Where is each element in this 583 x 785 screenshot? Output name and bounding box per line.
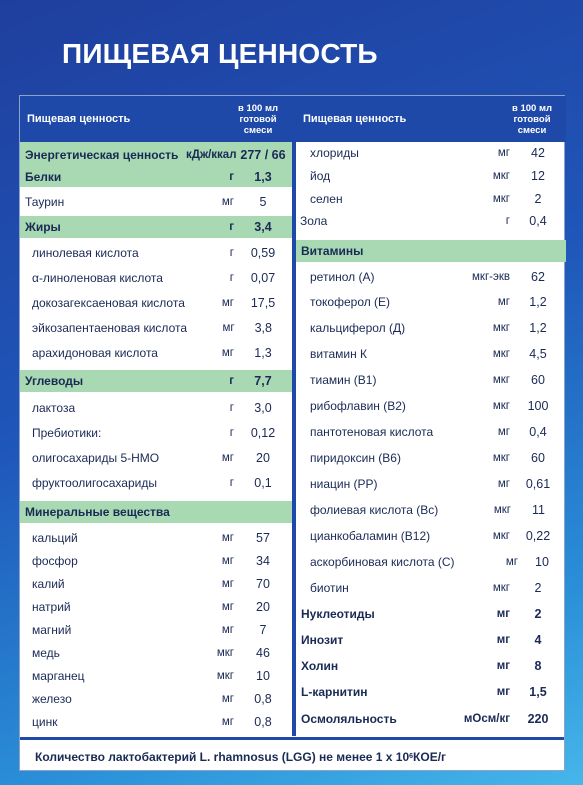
nutrient-value: 4 — [534, 633, 542, 647]
nutrient-unit: мкг — [492, 348, 510, 360]
table-row — [296, 188, 566, 210]
nutrient-unit: мкг — [492, 452, 510, 464]
nutrient-name: Холин — [301, 659, 339, 673]
nutrient-unit: мг — [221, 624, 234, 636]
nutrient-name: магний — [32, 623, 72, 637]
nutrient-value: 60 — [531, 451, 545, 465]
header-name: Пищевая ценность — [303, 113, 407, 125]
nutrient-unit: мОсм/кг — [463, 713, 510, 725]
nutrient-unit: г — [229, 247, 234, 259]
nutrient-unit: кДж/ккал — [186, 148, 237, 161]
nutrient-value: 0,1 — [254, 476, 272, 490]
nutrient-name: цианкобаламин (В12) — [310, 529, 431, 543]
table-row — [20, 241, 292, 265]
nutrient-value: 0,12 — [250, 426, 276, 440]
nutrient-value: 7,7 — [254, 374, 272, 388]
nutrient-unit: мг — [496, 608, 510, 620]
table-row — [20, 216, 292, 238]
nutrient-unit: мг — [222, 322, 235, 334]
nutrient-value: 0,4 — [529, 214, 547, 228]
table-row — [296, 472, 566, 496]
nutrient-value: 1,2 — [529, 321, 547, 335]
nutrient-name: Витамины — [301, 244, 364, 258]
nutrient-value: 1,3 — [254, 346, 272, 360]
nutrient-name: пантотеновая кислота — [310, 425, 434, 439]
nutrient-name: Энергетическая ценность — [25, 147, 179, 162]
nutrient-name: α-линоленовая кислота — [32, 271, 163, 285]
nutrient-value: 0,8 — [254, 692, 272, 706]
nutrient-name: хлориды — [310, 146, 359, 160]
nutrient-name: Таурин — [25, 195, 65, 209]
nutrient-unit: мг — [505, 556, 518, 568]
nutrient-value: 0,8 — [254, 715, 272, 729]
nutrient-value: 11 — [532, 503, 545, 517]
nutrient-value: 1,3 — [254, 170, 272, 184]
table-row — [20, 688, 292, 710]
nutrient-value: 20 — [256, 451, 270, 465]
nutrient-unit: мкг — [492, 530, 510, 542]
nutrient-value: 7 — [259, 623, 267, 637]
nutrient-name: Пребиотики: — [32, 426, 102, 440]
table-row — [20, 341, 292, 365]
nutrient-name: Инозит — [301, 633, 344, 647]
left-column — [20, 96, 292, 729]
nutrient-unit: мкг — [492, 582, 510, 594]
nutrient-name: железо — [32, 692, 72, 706]
nutrient-unit: г — [229, 375, 234, 387]
table-row — [20, 665, 292, 687]
nutrient-value: 0,61 — [525, 477, 551, 491]
nutrient-unit: мг — [497, 296, 510, 308]
nutrient-value: 2 — [534, 581, 542, 595]
nutrient-value: 3,8 — [254, 321, 272, 335]
nutrient-unit: мг — [496, 686, 510, 698]
nutrient-unit: мг — [221, 716, 234, 728]
nutrient-unit: мкг — [493, 504, 511, 516]
nutrient-name: тиамин (В1) — [310, 373, 377, 387]
table-row — [296, 165, 566, 187]
nutrient-unit: г — [229, 221, 234, 233]
nutrient-unit: г — [229, 427, 234, 439]
table-row — [20, 316, 292, 340]
nutrient-unit: г — [229, 477, 234, 489]
nutrient-value: 70 — [256, 577, 270, 591]
nutrient-value: 10 — [535, 555, 549, 569]
nutrient-value: 0,59 — [250, 246, 276, 260]
nutrient-unit: мкг — [492, 193, 510, 205]
nutrient-value: 4,5 — [529, 347, 547, 361]
nutrient-unit: г — [505, 215, 510, 227]
nutrient-unit: мг — [221, 578, 234, 590]
table-row — [296, 707, 566, 731]
table-row — [296, 142, 566, 164]
nutrient-name: Минеральные вещества — [25, 505, 170, 519]
nutrient-value: 8 — [534, 659, 542, 673]
nutrient-name: Осмоляльность — [301, 712, 397, 726]
nutrient-name: лактоза — [32, 401, 76, 415]
table-row — [20, 573, 292, 595]
nutrient-name: Зола — [300, 214, 328, 228]
nutrient-name: йод — [310, 169, 331, 183]
nutrient-name: биотин — [310, 581, 349, 595]
table-row — [296, 498, 566, 522]
table-row — [20, 266, 292, 290]
table-row — [20, 190, 292, 214]
nutrient-value: 57 — [256, 531, 270, 545]
table-row — [296, 446, 566, 470]
table-row — [20, 471, 292, 495]
nutrient-value: 277 / 66 — [240, 147, 286, 162]
table-row — [20, 142, 292, 167]
nutrient-unit: мкг — [492, 374, 510, 386]
nutrient-name: пиридоксин (В6) — [310, 451, 401, 465]
table-row — [296, 342, 566, 366]
table-row — [296, 394, 566, 418]
nutrient-name: Жиры — [25, 220, 61, 234]
right-header — [296, 96, 566, 142]
table-row — [296, 240, 566, 262]
nutrient-name: марганец — [32, 669, 85, 683]
nutrient-value: 34 — [256, 554, 270, 568]
nutrient-unit: мкг — [216, 670, 234, 682]
table-row — [296, 524, 566, 548]
table-row — [20, 370, 292, 392]
nutrient-value: 2 — [534, 607, 542, 621]
nutrient-unit: мг — [221, 601, 234, 613]
nutrient-unit: г — [229, 171, 234, 183]
nutrient-name: фолиевая кислота (Вс) — [310, 503, 439, 517]
nutrient-value: 17,5 — [250, 296, 276, 310]
nutrient-unit: мг — [221, 196, 234, 208]
nutrient-value: 1,5 — [529, 685, 547, 699]
header-per: в 100 мл готовой смеси — [511, 102, 553, 136]
nutrient-name: натрий — [32, 600, 71, 614]
nutrient-unit: мкг — [492, 400, 510, 412]
nutrient-value: 60 — [531, 373, 545, 387]
nutrient-value: 46 — [256, 646, 270, 660]
nutrient-name: цинк — [32, 715, 58, 729]
table-row — [20, 167, 292, 187]
nutrient-value: 42 — [531, 146, 545, 160]
nutrient-value: 5 — [259, 195, 267, 209]
nutrient-value: 1,2 — [529, 295, 547, 309]
nutrient-name: токоферол (Е) — [310, 295, 391, 309]
nutrient-name: эйкозапентаеновая кислота — [32, 321, 188, 335]
nutrient-name: арахидоновая кислота — [32, 346, 158, 360]
nutrient-value: 100 — [527, 399, 549, 413]
nutrient-name: линолевая кислота — [32, 246, 139, 260]
table-row — [296, 290, 566, 314]
header-per: в 100 мл готовой смеси — [237, 102, 279, 136]
nutrient-value: 62 — [531, 270, 545, 284]
nutrient-name: Нуклеотиды — [301, 607, 375, 621]
table-row — [20, 421, 292, 445]
nutrient-unit: мг — [221, 347, 234, 359]
table-row — [20, 527, 292, 549]
table-row — [20, 291, 292, 315]
table-row — [20, 642, 292, 664]
nutrient-unit: мг — [497, 426, 510, 438]
table-row — [296, 210, 566, 232]
table-row — [20, 446, 292, 470]
nutrition-table — [19, 95, 565, 771]
table-row — [296, 602, 566, 626]
nutrient-unit: мг — [496, 660, 510, 672]
header-name: Пищевая ценность — [27, 113, 131, 125]
nutrient-name: ниацин (РР) — [310, 477, 378, 491]
table-row — [296, 680, 566, 704]
nutrient-unit: мг — [221, 555, 234, 567]
nutrient-value: 12 — [531, 169, 545, 183]
footer-note: Количество лактобактерий L. rhamnosus (LGG) не менее 1 х 10 6 КОЕ/г — [20, 737, 564, 773]
table-row — [20, 711, 292, 733]
table-row — [296, 316, 566, 340]
table-row — [296, 550, 566, 574]
table-row — [296, 420, 566, 444]
nutrient-name: L-карнитин — [301, 685, 368, 699]
nutrient-value: 3,0 — [254, 401, 272, 415]
nutrient-unit: мг — [496, 634, 510, 646]
nutrient-value: 20 — [256, 600, 270, 614]
nutrient-unit: мкг — [492, 322, 510, 334]
nutrient-name: фосфор — [32, 554, 78, 568]
nutrient-name: аскорбиновая кислота (С) — [310, 555, 455, 569]
table-row — [20, 596, 292, 618]
nutrient-name: фруктоолигосахариды — [32, 476, 157, 490]
nutrient-name: Углеводы — [25, 374, 84, 388]
table-row — [296, 265, 566, 289]
nutrient-name: селен — [310, 192, 343, 206]
table-row — [20, 396, 292, 420]
nutrient-unit: г — [229, 402, 234, 414]
nutrient-value: 3,4 — [254, 220, 272, 234]
nutrient-value: 0,07 — [250, 271, 276, 285]
table-row — [296, 368, 566, 392]
nutrient-value: 0,22 — [525, 529, 551, 543]
nutrient-name: рибофлавин (В2) — [310, 399, 406, 413]
right-column — [296, 96, 566, 726]
nutrient-unit: мкг — [216, 647, 234, 659]
left-header — [20, 96, 292, 142]
page-title: ПИЩЕВАЯ ЦЕННОСТЬ — [62, 38, 378, 69]
table-row — [20, 619, 292, 641]
table-row — [296, 576, 566, 600]
nutrient-value: 10 — [256, 669, 270, 683]
table-row — [20, 550, 292, 572]
nutrient-name: Белки — [25, 170, 62, 184]
nutrient-name: медь — [32, 646, 60, 660]
nutrient-name: кальциферол (Д) — [310, 321, 406, 335]
nutrient-unit: мг — [221, 693, 234, 705]
nutrient-name: олигосахариды 5-HMO — [32, 451, 160, 465]
nutrient-name: витамин К — [310, 347, 368, 361]
nutrient-value: 220 — [527, 712, 549, 726]
nutrient-value: 2 — [534, 192, 542, 206]
table-row — [20, 501, 292, 523]
nutrient-name: кальций — [32, 531, 78, 545]
nutrient-unit: г — [229, 272, 234, 284]
nutrient-name: докозагексаеновая кислота — [32, 296, 185, 310]
nutrient-unit: мг — [497, 147, 510, 159]
nutrient-unit: мг — [221, 452, 234, 464]
nutrient-name: ретинол (А) — [310, 270, 375, 284]
nutrient-unit: мг — [221, 297, 234, 309]
nutrient-unit: мг — [497, 478, 510, 490]
table-row — [296, 628, 566, 652]
nutrient-value: 0,4 — [529, 425, 547, 439]
table-row — [296, 654, 566, 678]
nutrient-unit: мг — [221, 532, 234, 544]
nutrient-unit: мкг-экв — [472, 271, 510, 283]
nutrient-name: калий — [32, 577, 65, 591]
nutrient-unit: мкг — [492, 170, 510, 182]
